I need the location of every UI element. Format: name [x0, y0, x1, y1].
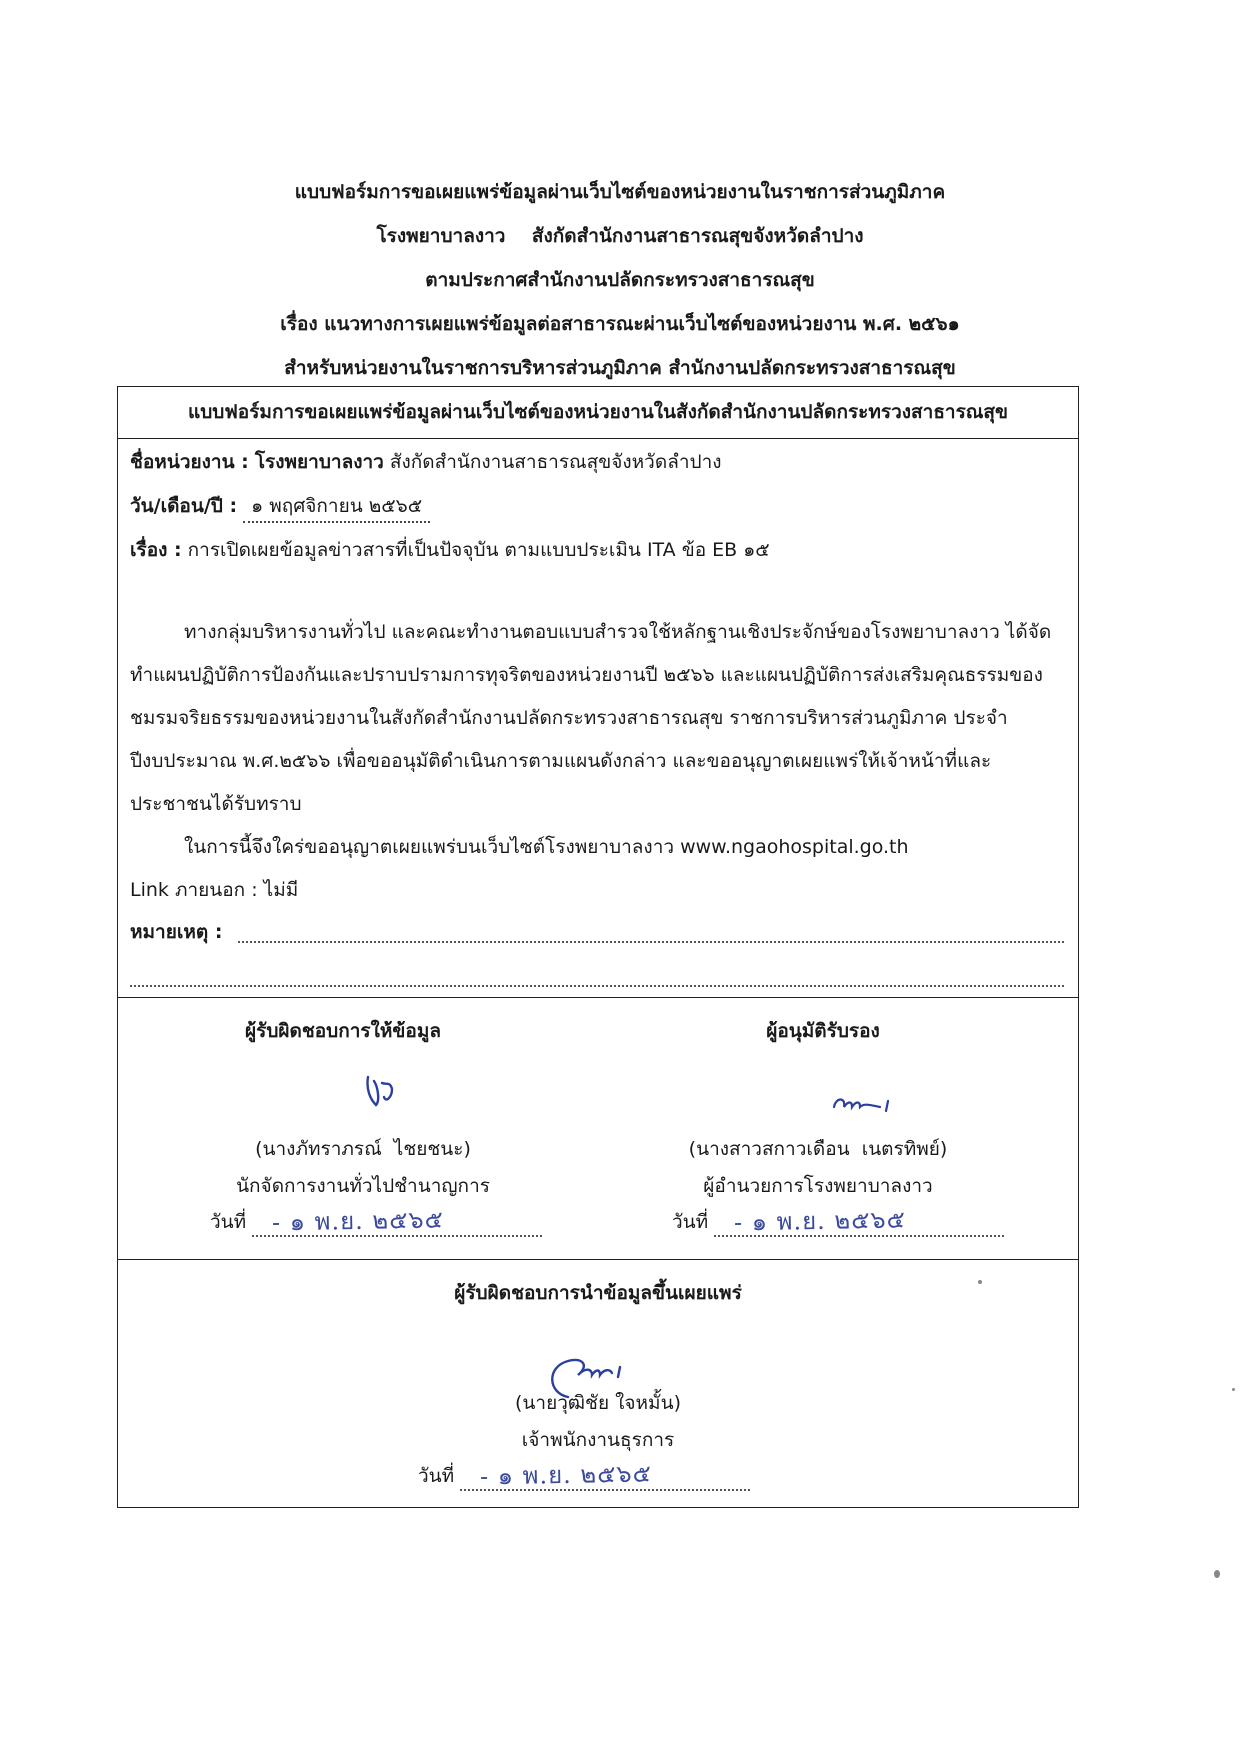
body-text	[130, 611, 1070, 869]
bottom-date-label: วันที่	[418, 1465, 455, 1487]
left-signer-details	[198, 1131, 528, 1205]
section-divider-2	[118, 1259, 1078, 1260]
subject-row	[130, 535, 770, 565]
remark-line-1	[238, 941, 1064, 943]
right-signer-name: (นางสาวสกาวเดือน เนตรทิพย์)	[688, 1138, 948, 1160]
left-signature	[356, 1071, 406, 1117]
right-date-label: วันที่	[672, 1211, 709, 1233]
left-signer-position: นักจัดการงานทั่วไปชำนาญการ	[236, 1175, 490, 1197]
paragraph-2: ในการนี้จึงใคร่ขออนุญาตเผยแพร่บนเว็บไซต์โรงพยาบาลงาว www.ngaohospital.go.th	[184, 836, 909, 858]
heading-line-3: ตามประกาศสำนักงานปลัดกระทรวงสาธารณสุข	[425, 269, 815, 291]
heading-line-4: เรื่อง แนวทางการเผยแพร่ข้อมูลต่อสาธารณะผ่านเว็บไซต์ของหน่วยงาน พ.ศ. ๒๕๖๑	[280, 313, 960, 335]
link-value: ไม่มี	[263, 879, 299, 901]
document-heading	[0, 170, 1240, 390]
left-date-stamp: - ๑ พ.ย. ๒๕๖๕	[272, 1205, 445, 1237]
left-date-row	[210, 1207, 542, 1237]
left-signer	[178, 1013, 508, 1050]
request-form	[117, 386, 1079, 1508]
remark-row	[130, 917, 222, 947]
unit-row	[130, 447, 722, 477]
right-date-row	[672, 1207, 1004, 1237]
scan-speck	[1232, 1388, 1235, 1391]
bottom-signer-position: เจ้าพนักงานธุรการ	[521, 1429, 675, 1451]
right-signer-details	[648, 1131, 988, 1205]
bottom-signer-role: ผู้รับผิดชอบการนำข้อมูลขึ้นเผยแพร่	[454, 1282, 742, 1304]
form-title: แบบฟอร์มการขอเผยแพร่ข้อมูลผ่านเว็บไซต์ของหน่วยงานในสังกัดสำนักงานปลัดกระทรวงสาธารณสุข	[118, 387, 1078, 439]
unit-affiliation: สังกัดสำนักงานสาธารณสุขจังหวัดลำปาง	[389, 451, 722, 473]
right-signature	[830, 1087, 910, 1121]
link-label: Link ภายนอก :	[130, 879, 258, 901]
link-row	[130, 875, 298, 905]
heading-line-1: แบบฟอร์มการขอเผยแพร่ข้อมูลผ่านเว็บไซต์ของหน่วยงานในราชการส่วนภูมิภาค	[294, 181, 946, 203]
right-date-field	[714, 1205, 1004, 1237]
left-date-label: วันที่	[210, 1211, 247, 1233]
bottom-signer-details	[448, 1385, 748, 1459]
left-date-field	[252, 1205, 542, 1237]
bottom-date-row	[418, 1461, 750, 1491]
heading-line-2: โรงพยาบาลงาว สังกัดสำนักงานสาธารณสุขจังหวัดลำปาง	[376, 225, 864, 247]
heading-line-5: สำหรับหน่วยงานในราชการบริหารส่วนภูมิภาค สำนักงานปลัดกระทรวงสาธารณสุข	[284, 357, 956, 379]
right-signer-position: ผู้อำนวยการโรงพยาบาลงาว	[703, 1175, 933, 1197]
left-signer-name: (นางภัทราภรณ์ ไชยชนะ)	[255, 1138, 471, 1160]
section-divider-1	[118, 997, 1078, 998]
scan-speck	[1214, 1570, 1220, 1578]
bottom-date-stamp: - ๑ พ.ย. ๒๕๖๕	[480, 1459, 653, 1491]
unit-name: โรงพยาบาลงาว	[254, 451, 384, 473]
subject-label: เรื่อง :	[130, 539, 182, 561]
right-signer-role: ผู้อนุมัติรับรอง	[766, 1020, 880, 1042]
bottom-signer-name: (นายวุฒิชัย ใจหมั้น)	[515, 1392, 681, 1414]
bottom-date-field	[460, 1459, 750, 1491]
scan-speck	[978, 1280, 982, 1284]
right-signer	[658, 1013, 988, 1050]
paragraph-1: ทางกลุ่มบริหารงานทั่วไป และคณะทำงานตอบแบบสำรวจใช้หลักฐานเชิงประจักษ์ของโรงพยาบาลงาว ได้จัดทำแผนปฏิบัติการป้องกันและปราบปรามการทุจริตของหน่วยงานปี ๒๕๖๖ และแผนปฏิบัติการส่งเสริมคุณธรรมของชมรมจริยธรรมของหน่วยงานในสังกัดสำนักงานปลัดกระทรวงสาธารณสุข ราชการบริหารส่วนภูมิภาค ประจำปีงบประมาณ พ.ศ.๒๕๖๖ เพื่อขออนุมัติดำเนินการตามแผนดังกล่าว และขออนุญาตเผยแพร่ให้เจ้าหน้าที่และประชาชนได้รับทราบ	[130, 621, 1052, 815]
right-date-stamp: - ๑ พ.ย. ๒๕๖๕	[734, 1205, 907, 1237]
unit-label: ชื่อหน่วยงาน :	[130, 451, 249, 473]
left-signer-role: ผู้รับผิดชอบการให้ข้อมูล	[245, 1020, 441, 1042]
date-label: วัน/เดือน/ปี :	[130, 495, 238, 517]
date-row	[130, 491, 430, 523]
remark-label: หมายเหตุ :	[130, 921, 223, 943]
date-value: ๑ พฤศจิกายน ๒๕๖๕	[243, 491, 430, 523]
remark-line-2	[130, 985, 1064, 987]
subject-value: การเปิดเผยข้อมูลข่าวสารที่เป็นปัจจุบัน ตามแบบประเมิน ITA ข้อ EB ๑๕	[187, 539, 770, 561]
bottom-signer	[348, 1275, 848, 1312]
